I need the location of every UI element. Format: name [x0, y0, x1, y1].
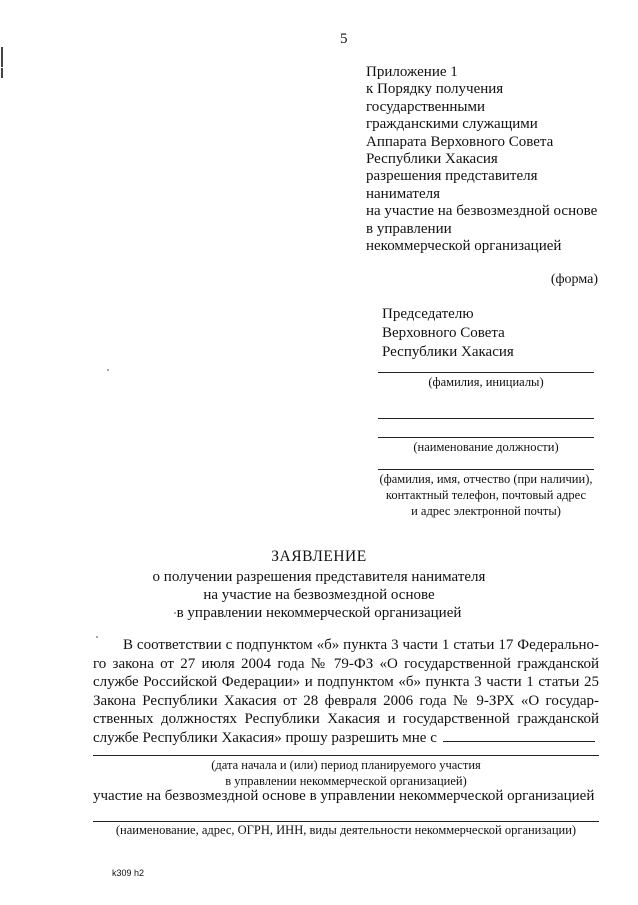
form-label: (форма) — [550, 272, 598, 287]
scan-edge-mark — [1, 47, 3, 67]
document-title: ЗАЯВЛЕНИЕ — [271, 548, 367, 565]
body-line: ственных должностях Республики Хакасия и государственной гражданской — [93, 711, 599, 728]
contact-field-line[interactable] — [378, 469, 594, 470]
annex-line: гражданскими служащими — [366, 116, 538, 133]
position-field-caption: (наименование должности) — [413, 440, 559, 454]
annex-line: в управлении — [366, 220, 452, 237]
annex-line: разрешения представителя — [366, 168, 538, 185]
annex-line: государственными — [366, 98, 485, 115]
scan-speck — [174, 612, 176, 614]
position-field-line-2[interactable] — [378, 437, 594, 438]
body-line: Закона Республики Хакасия от 28 февраля 2006 года № 9-ЗРХ «О государ- — [93, 692, 599, 709]
statement-body — [93, 636, 599, 748]
annex-line: Республики Хакасия — [366, 151, 498, 168]
addressee-line: Республики Хакасия — [382, 344, 514, 360]
contact-caption-line: и адрес электронной почты) — [411, 504, 561, 518]
body-last-line — [93, 729, 599, 748]
start-date-field[interactable] — [443, 729, 595, 742]
participation-text: участие на безвозмездной основе в управлении некоммерческой организацией — [93, 788, 595, 804]
annex-header — [366, 64, 597, 255]
page-number: 5 — [340, 31, 348, 47]
period-caption-line: в управлении некоммерческой организацией) — [225, 774, 467, 788]
scan-edge-mark — [1, 68, 3, 78]
body-line: В соответствии с подпунктом «б» пункта 3 части 1 статьи 17 Федерально- — [123, 637, 599, 653]
period-field-line[interactable] — [93, 755, 599, 756]
body-line: службе Российской Федерации» и подпунктом «б» пункта 3 части 1 статьи 25 — [93, 674, 599, 691]
annex-line: нанимателя — [366, 185, 440, 202]
subtitle-line: о получении разрешения представителя нанимателя — [152, 569, 486, 585]
scan-speck — [107, 369, 109, 371]
addressee-line: Верховного Совета — [382, 325, 505, 341]
contact-caption-line: контактный телефон, почтовый адрес — [385, 488, 587, 502]
annex-line: некоммерческой организацией — [366, 238, 562, 255]
position-field-line-1[interactable] — [378, 418, 594, 419]
subtitle-line: на участие на безвозмездной основе — [203, 587, 435, 603]
footer-code: k309 h2 — [112, 868, 145, 878]
scan-speck — [96, 636, 98, 638]
period-field-caption — [93, 757, 599, 789]
subtitle-line: в управлении некоммерческой организацией — [176, 605, 462, 621]
body-line: го закона от 27 июля 2004 года № 79-ФЗ «О государственной гражданской — [93, 655, 599, 672]
period-caption-line: (дата начала и (или) период планируемого участия — [211, 758, 481, 772]
document-subtitle — [0, 568, 638, 622]
annex-line: Аппарата Верховного Совета — [366, 133, 554, 150]
contact-caption-line: (фамилия, имя, отчество (при наличии), — [379, 472, 593, 486]
annex-line: к Порядку получения — [366, 81, 504, 98]
annex-line: на участие на безвозмездной основе — [366, 203, 598, 220]
organization-field-caption: (наименование, адрес, ОГРН, ИНН, виды деятельности некоммерческой организации) — [115, 823, 577, 837]
name-field-line[interactable] — [378, 372, 594, 373]
annex-line: Приложение 1 — [366, 64, 458, 80]
contact-field-caption — [366, 471, 606, 519]
addressee-block — [382, 305, 514, 362]
addressee-line: Председателю — [382, 306, 474, 322]
body-line: службе Республики Хакасия» прошу разрешить мне с — [93, 729, 437, 746]
name-field-caption: (фамилия, инициалы) — [428, 375, 544, 389]
